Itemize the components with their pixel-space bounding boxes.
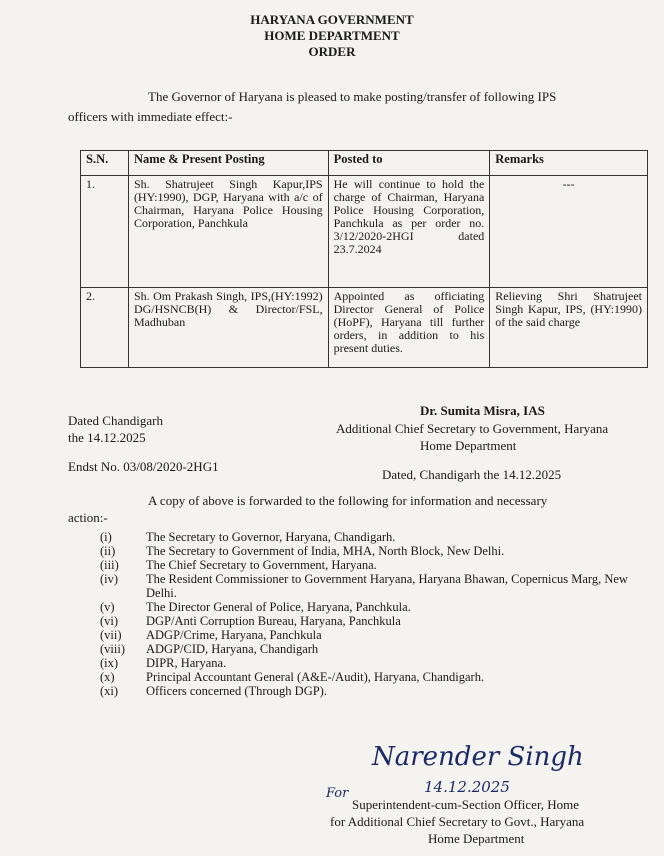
list-item <box>100 544 646 558</box>
list-item-text: The Secretary to Government of India, MHA, North Block, New Delhi. <box>146 544 505 558</box>
table-row <box>81 288 648 368</box>
list-item <box>100 670 646 684</box>
list-item-number: (vi) <box>100 614 119 628</box>
footer-department: Home Department <box>428 831 525 846</box>
list-item <box>100 572 646 600</box>
list-item-number: (iii) <box>100 558 119 572</box>
column-header-remarks: Remarks <box>490 151 648 176</box>
endorsement-date: Dated, Chandigarh the 14.12.2025 <box>382 467 562 482</box>
column-header-name: Name & Present Posting <box>128 151 328 176</box>
endorsement-number: Endst No. 03/08/2020-2HG1 <box>68 459 219 474</box>
header-title-government: HARYANA GOVERNMENT <box>250 12 414 27</box>
header-title-order: ORDER <box>308 44 356 59</box>
column-header-sn: S.N. <box>81 151 129 176</box>
recipient-list <box>100 530 646 698</box>
row-name: Sh. Om Prakash Singh, IPS,(HY:1992) DG/HSNCB(H) & Director/FSL, Madhuban <box>128 288 328 368</box>
list-item-number: (ii) <box>100 544 116 558</box>
list-item-number: (i) <box>100 530 112 544</box>
list-item-number: (ix) <box>100 656 119 670</box>
list-item-text: Principal Accountant General (A&E-/Audit), Haryana, Chandigarh. <box>146 670 485 684</box>
dated-date: the 14.12.2025 <box>68 430 146 445</box>
list-item <box>100 656 646 670</box>
list-item-number: (v) <box>100 600 115 614</box>
handwritten-date: 14.12.2025 <box>424 778 510 796</box>
list-item <box>100 558 646 572</box>
row-name: Sh. Shatrujeet Singh Kapur,IPS (HY:1990), DGP, Haryana with a/c of Chairman, Haryana Police Housing Corporation, Panchkula <box>128 176 328 288</box>
intro-line-1: The Governor of Haryana is pleased to make posting/transfer of following IPS <box>148 89 557 104</box>
handwritten-signature: Narender Singh <box>372 742 584 772</box>
list-item-number: (xi) <box>100 684 119 698</box>
list-item-number: (vii) <box>100 628 122 642</box>
row-sn: 1. <box>81 176 129 288</box>
list-item-number: (iv) <box>100 572 119 586</box>
list-item-text: DGP/Anti Corruption Bureau, Haryana, Panchkula <box>146 614 401 628</box>
signatory-department: Home Department <box>420 438 517 453</box>
list-item-text: The Resident Commissioner to Government Haryana, Haryana Bhawan, Copernicus Marg, New Delhi. <box>146 572 628 600</box>
list-item-text: The Director General of Police, Haryana, Panchkula. <box>146 600 411 614</box>
list-item <box>100 628 646 642</box>
row-posted-to: He will continue to hold the charge of Chairman, Haryana Police Housing Corporation, Panchkula as per order no. 3/12/2020-2HGI dated 23.7.2024 <box>328 176 490 288</box>
copy-line-1: A copy of above is forwarded to the following for information and necessary <box>148 493 548 508</box>
list-item-text: Officers concerned (Through DGP). <box>146 684 327 698</box>
row-sn: 2. <box>81 288 129 368</box>
copy-line-2: action:- <box>68 510 108 525</box>
column-header-posted-to: Posted to <box>328 151 490 176</box>
posting-table <box>80 150 648 368</box>
list-item-text: ADGP/CID, Haryana, Chandigarh <box>146 642 319 656</box>
list-item-text: The Chief Secretary to Government, Haryana. <box>146 558 377 572</box>
list-item <box>100 684 646 698</box>
list-item <box>100 600 646 614</box>
signatory-name: Dr. Sumita Misra, IAS <box>420 403 545 418</box>
list-item-text: ADGP/Crime, Haryana, Panchkula <box>146 628 322 642</box>
list-item-number: (viii) <box>100 642 125 656</box>
dated-place: Dated Chandigarh <box>68 413 163 428</box>
list-item <box>100 530 646 544</box>
handwritten-for: For <box>326 786 349 801</box>
intro-line-2: officers with immediate effect:- <box>68 109 233 124</box>
list-item-text: DIPR, Haryana. <box>146 656 227 670</box>
table-row <box>81 176 648 288</box>
footer-on-behalf: for Additional Chief Secretary to Govt., Haryana <box>330 814 585 829</box>
list-item-text: The Secretary to Governor, Haryana, Chandigarh. <box>146 530 396 544</box>
row-remarks: Relieving Shri Shatrujeet Singh Kapur, IPS, (HY:1990) of the said charge <box>490 288 648 368</box>
footer-officer-title: Superintendent-cum-Section Officer, Home <box>352 797 580 812</box>
list-item <box>100 614 646 628</box>
row-remarks: --- <box>490 176 648 288</box>
table-header-row <box>81 151 648 176</box>
header-title-department: HOME DEPARTMENT <box>264 28 400 43</box>
signatory-title: Additional Chief Secretary to Government, Haryana <box>336 421 609 436</box>
row-posted-to: Appointed as officiating Director General of Police (HoPF), Haryana till further orders, in addition to his present duties. <box>328 288 490 368</box>
list-item <box>100 642 646 656</box>
list-item-number: (x) <box>100 670 115 684</box>
